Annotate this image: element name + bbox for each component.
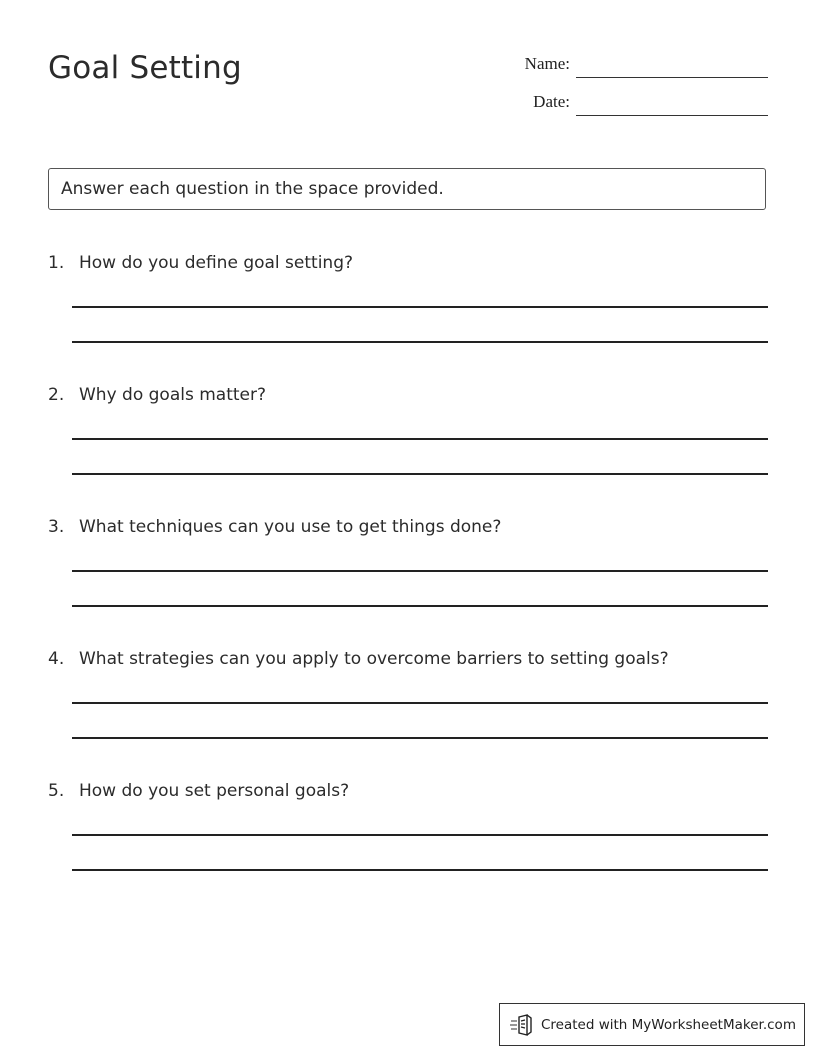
answer-line[interactable] [72, 438, 768, 440]
question-number: 3. [48, 517, 65, 537]
question-text: Why do goals matter? [79, 385, 267, 405]
date-input-line[interactable] [576, 115, 768, 116]
date-label: Date: [533, 92, 570, 111]
question-number: 1. [48, 253, 65, 273]
question-number: 4. [48, 649, 65, 669]
question-3 [48, 515, 768, 625]
worksheet-logo-icon [510, 1014, 534, 1036]
answer-line[interactable] [72, 341, 768, 343]
answer-line[interactable] [72, 737, 768, 739]
answer-line[interactable] [72, 869, 768, 871]
question-2 [48, 383, 768, 493]
answer-line[interactable] [72, 473, 768, 475]
question-text: What techniques can you use to get things done? [79, 517, 502, 537]
footer-text: Created with MyWorksheetMaker.com [541, 1016, 796, 1033]
question-number: 2. [48, 385, 65, 405]
question-1 [48, 251, 768, 361]
answer-line[interactable] [72, 605, 768, 607]
question-number: 5. [48, 781, 65, 801]
question-5 [48, 779, 768, 889]
question-text: How do you set personal goals? [79, 781, 350, 801]
name-input-line[interactable] [576, 77, 768, 78]
page-title: Goal Setting [48, 50, 242, 86]
answer-line[interactable] [72, 570, 768, 572]
question-text: How do you define goal setting? [79, 253, 354, 273]
answer-line[interactable] [72, 834, 768, 836]
name-label: Name: [524, 54, 570, 73]
question-text: What strategies can you apply to overcome barriers to setting goals? [79, 649, 669, 669]
answer-line[interactable] [72, 306, 768, 308]
question-4 [48, 647, 768, 757]
answer-line[interactable] [72, 702, 768, 704]
name-field[interactable] [500, 54, 768, 78]
footer-credit[interactable] [499, 1003, 805, 1046]
date-field[interactable] [500, 92, 768, 116]
instructions-box: Answer each question in the space provided. [48, 168, 766, 210]
